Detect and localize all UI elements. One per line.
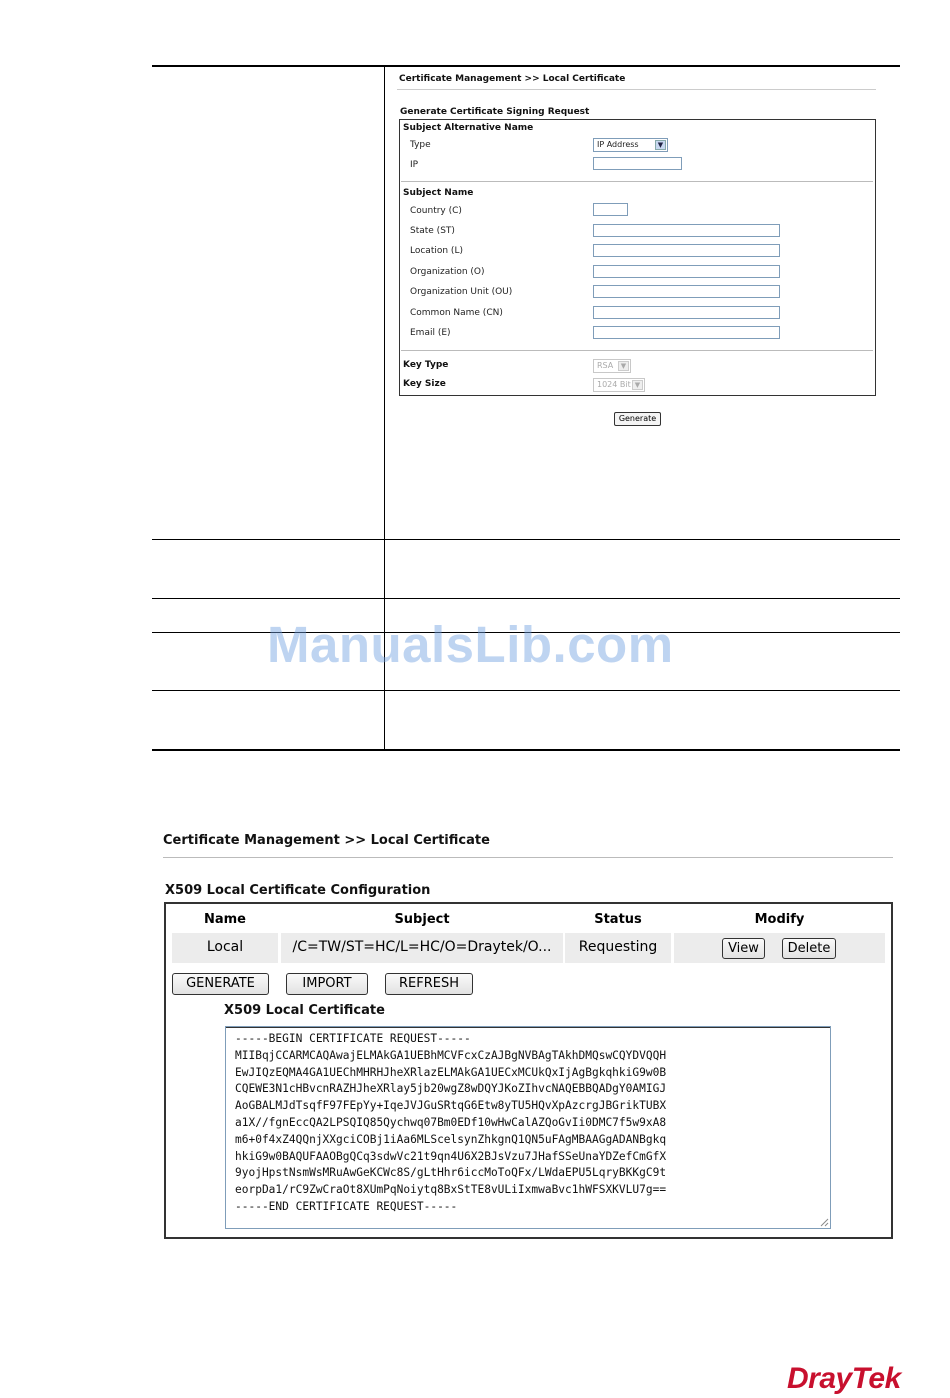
draytek-logo: DrayTek — [787, 1362, 901, 1395]
cert-line: hkiG9w0BAQUFAAOBgQCq3sdwVc21t9qn4U6X2BJsVzu7JHafSSeUnaYDZefCmGfX — [235, 1149, 667, 1163]
type-select[interactable] — [593, 138, 668, 152]
country-label: Country (C) — [410, 206, 462, 216]
cert-line: EwJIQzEQMA4GA1UEChMHRHJheXRlazELMAkGA1UECxMCUkQxIjAgBgkqhkiG9w0B — [235, 1065, 667, 1079]
cert-line: a1X//fgnEccQA2LPSQIQ85Qychwq07Bm0EDf10wHwCalAZQoGvIi0DMC7f5w9xA8 — [235, 1116, 667, 1129]
table-row-divider — [152, 690, 900, 691]
breadcrumb-divider — [163, 857, 893, 858]
key-type-value: RSA — [597, 361, 614, 370]
key-type-label: Key Type — [403, 360, 449, 370]
ip-label: IP — [410, 160, 419, 170]
breadcrumb: Certificate Management >> Local Certificate — [163, 833, 490, 848]
common-name-input[interactable] — [593, 306, 780, 319]
type-select-value: IP Address — [597, 140, 639, 149]
cell-status: Requesting — [565, 933, 671, 963]
organization-label: Organization (O) — [410, 267, 485, 277]
cert-line: -----BEGIN CERTIFICATE REQUEST----- — [235, 1032, 471, 1045]
generate-button[interactable]: GENERATE — [172, 973, 269, 995]
san-group-title: Subject Alternative Name — [403, 123, 534, 133]
cert-line: 9yojHpstNsmWsMRuAwGeKCWc8S/gLtHhr6iccMoToQFx/LWdaEPU5LqryBKKgC9t — [235, 1166, 667, 1180]
cell-subject: /C=TW/ST=HC/L=HC/O=Draytek/O... — [281, 933, 563, 963]
cert-line: -----END CERTIFICATE REQUEST----- — [235, 1200, 458, 1213]
delete-button[interactable]: Delete — [782, 938, 836, 959]
state-label: State (ST) — [410, 226, 455, 236]
email-input[interactable] — [593, 326, 780, 339]
group-divider — [401, 181, 873, 182]
organization-input[interactable] — [593, 265, 780, 278]
email-label: Email (E) — [410, 328, 451, 338]
watermark: ManualsLib.com — [267, 616, 674, 673]
column-header-modify: Modify — [754, 912, 805, 927]
textarea-top-edge — [226, 1027, 830, 1028]
organization-unit-input[interactable] — [593, 285, 780, 298]
location-label: Location (L) — [410, 246, 463, 256]
cell-name: Local — [172, 933, 278, 963]
section-title: X509 Local Certificate Configuration — [165, 883, 431, 898]
refresh-button[interactable]: REFRESH — [385, 973, 473, 995]
key-type-select[interactable] — [593, 359, 631, 373]
table-row-divider — [152, 598, 900, 599]
column-header-subject: Subject — [394, 912, 450, 927]
organization-unit-label: Organization Unit (OU) — [410, 287, 513, 297]
column-header-status: Status — [594, 912, 642, 927]
cell-modify — [674, 933, 885, 963]
cert-line: AoGBALMJdTsqfF97FEpYy+IqeJVJGuSRtqG6Etw8yTU5HQvXpAzcrgJBGrikTUBX — [235, 1099, 667, 1113]
state-input[interactable] — [593, 224, 780, 237]
cert-line: eorpDa1/rC9ZwCraOt8XUmPqNoiytq8BxStTE8vULiIxmwaBvc1hWFSXKVLU7g== — [235, 1183, 667, 1197]
generate-button[interactable]: Generate — [614, 412, 661, 426]
key-size-label: Key Size — [403, 379, 446, 389]
column-header-name: Name — [203, 912, 246, 927]
ip-input[interactable] — [593, 157, 682, 170]
import-button[interactable]: IMPORT — [286, 973, 368, 995]
chevron-down-icon: ▼ — [655, 140, 666, 150]
key-size-select[interactable] — [593, 378, 645, 392]
subject-group-title: Subject Name — [403, 188, 474, 198]
key-size-value: 1024 Bit — [597, 380, 631, 389]
group-divider — [401, 350, 873, 351]
breadcrumb: Certificate Management >> Local Certificate — [399, 74, 626, 84]
cert-line: CQEWE3N1cHBvcnRAZHJheXRlay5jb20wgZ8wDQYJKoZIhvcNAQEBBQADgY0AMIGJ — [235, 1082, 667, 1096]
chevron-down-icon: ▼ — [618, 361, 629, 371]
type-label: Type — [410, 140, 431, 150]
cert-line: m6+0f4xZ4QQnjXXgciCOBj1iAa6MLScelsynZhkgnQ1QN5uFAgMBAAGgADANBgkq — [235, 1132, 667, 1146]
resize-grip-icon[interactable] — [820, 1218, 829, 1227]
table-bottom-border — [152, 749, 900, 751]
location-input[interactable] — [593, 244, 780, 257]
view-button[interactable]: View — [722, 938, 765, 959]
table-row-divider — [152, 539, 900, 540]
cert-line: MIIBqjCCARMCAQAwajELMAkGA1UEBhMCVFcxCzAJBgNVBAgTAkhDMQswCQYDVQQH — [235, 1048, 667, 1062]
certificate-textarea[interactable] — [225, 1026, 831, 1229]
section-title: Generate Certificate Signing Request — [400, 107, 590, 117]
cert-title: X509 Local Certificate — [224, 1003, 385, 1018]
country-input[interactable] — [593, 203, 628, 216]
common-name-label: Common Name (CN) — [410, 308, 503, 318]
table-top-border — [152, 65, 900, 67]
breadcrumb-divider — [397, 89, 876, 90]
chevron-down-icon: ▼ — [632, 380, 643, 390]
